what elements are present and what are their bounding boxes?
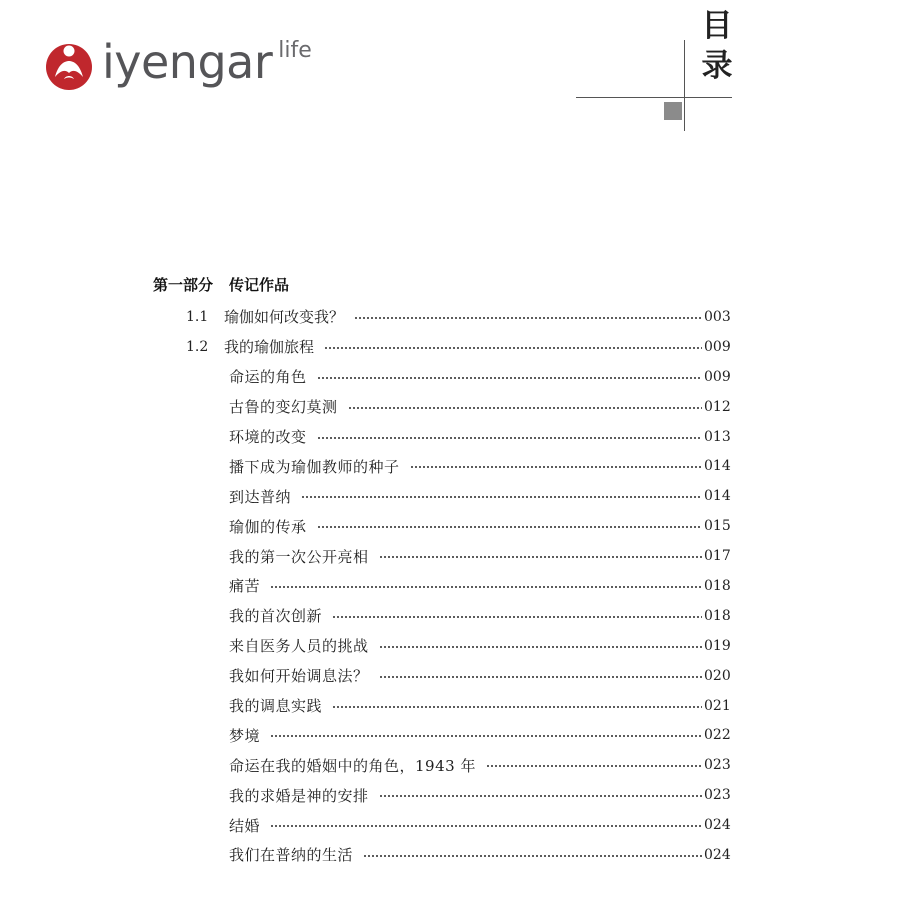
toc-entry[interactable] xyxy=(0,422,900,452)
toc-entry-page-number: 003 xyxy=(704,308,731,325)
toc-entry-title: 到达普纳 xyxy=(229,486,299,507)
corner-square xyxy=(664,102,682,120)
toc-heading-char-1: 目 xyxy=(701,8,733,44)
toc-entry-page-number: 014 xyxy=(704,488,731,505)
toc-entry[interactable] xyxy=(0,810,900,840)
toc-dot-leader xyxy=(270,586,702,588)
toc-entry-page-number: 009 xyxy=(704,338,731,355)
toc-dot-leader xyxy=(317,377,702,379)
toc-entry[interactable] xyxy=(0,780,900,810)
toc-entry[interactable] xyxy=(0,541,900,571)
toc-dot-leader xyxy=(301,496,702,498)
toc-dot-leader xyxy=(317,437,702,439)
toc-dot-leader xyxy=(324,347,702,349)
toc-entry-page-number: 020 xyxy=(704,667,731,684)
toc-entry-title: 来自医务人员的挑战 xyxy=(229,635,377,656)
toc-entry-page-number: 023 xyxy=(704,787,731,804)
toc-dot-leader xyxy=(379,795,702,797)
toc-dot-leader xyxy=(332,706,702,708)
part-subtitle: 传记作品 xyxy=(229,276,290,294)
toc-dot-leader xyxy=(379,676,702,678)
toc-entry[interactable] xyxy=(0,720,900,750)
toc-entry[interactable] xyxy=(0,362,900,392)
toc-entry-page-number: 019 xyxy=(704,637,731,654)
toc-entry-page-number: 017 xyxy=(704,548,731,565)
toc-entry-page-number: 015 xyxy=(704,518,731,535)
toc-entry-page-number: 021 xyxy=(704,697,731,714)
toc-entry-title: 我的首次创新 xyxy=(229,605,330,626)
toc-dot-leader xyxy=(486,765,702,767)
toc-entry-page-number: 024 xyxy=(704,846,731,863)
toc-heading xyxy=(697,6,737,86)
toc-entry-title: 环境的改变 xyxy=(229,426,315,447)
toc-dot-leader xyxy=(354,317,702,319)
toc-entry[interactable] xyxy=(0,451,900,481)
toc-entry[interactable] xyxy=(0,750,900,780)
toc-entry-title: 我的第一次公开亮相 xyxy=(229,546,377,567)
logo-subtitle: life xyxy=(278,37,312,63)
toc-list xyxy=(0,302,900,870)
logo-icon xyxy=(44,37,94,91)
toc-entry[interactable] xyxy=(0,392,900,422)
toc-entry-title: 我们在普纳的生活 xyxy=(229,844,361,865)
toc-entry-title: 我的调息实践 xyxy=(229,695,330,716)
toc-entry-page-number: 014 xyxy=(704,458,731,475)
toc-entry[interactable] xyxy=(0,661,900,691)
part-title xyxy=(153,274,289,295)
toc-entry[interactable] xyxy=(0,631,900,661)
toc-entry[interactable] xyxy=(0,481,900,511)
toc-entry-title: 我如何开始调息法？ xyxy=(229,665,377,686)
toc-entry[interactable] xyxy=(0,840,900,870)
part-number: 第一部分 xyxy=(153,276,214,294)
toc-entry-title: 命运的角色 xyxy=(229,366,315,387)
toc-entry-title: 瑜伽的传承 xyxy=(229,516,315,537)
toc-dot-leader xyxy=(317,526,702,528)
toc-entry-page-number: 022 xyxy=(704,727,731,744)
toc-dot-leader xyxy=(379,556,702,558)
toc-dot-leader xyxy=(379,646,702,648)
toc-heading-char-2: 录 xyxy=(701,48,733,84)
toc-entry-title: 瑜伽如何改变我？ xyxy=(224,306,352,327)
toc-entry-page-number: 009 xyxy=(704,368,731,385)
toc-entry-title: 我的瑜伽旅程 xyxy=(224,336,322,357)
toc-dot-leader xyxy=(363,855,702,857)
toc-entry-number: 1.1 xyxy=(186,308,209,325)
toc-dot-leader xyxy=(348,407,702,409)
toc-entry-title: 播下成为瑜伽教师的种子 xyxy=(229,456,408,477)
logo-wordmark: iyengar xyxy=(102,35,273,89)
toc-entry[interactable] xyxy=(0,571,900,601)
toc-dot-leader xyxy=(332,616,702,618)
toc-entry-title: 命运在我的婚姻中的角色，1943 年 xyxy=(229,755,484,776)
toc-entry-page-number: 024 xyxy=(704,817,731,834)
toc-entry-title: 痛苦 xyxy=(229,575,268,596)
toc-entry-page-number: 018 xyxy=(704,577,731,594)
corner-horizontal-rule xyxy=(576,97,732,98)
toc-entry-title: 我的求婚是神的安排 xyxy=(229,785,377,806)
toc-dot-leader xyxy=(270,825,702,827)
toc-entry[interactable] xyxy=(0,302,900,332)
toc-entry-page-number: 018 xyxy=(704,607,731,624)
toc-entry-title: 梦境 xyxy=(229,725,268,746)
toc-entry[interactable] xyxy=(0,691,900,721)
toc-dot-leader xyxy=(410,466,702,468)
toc-entry[interactable] xyxy=(0,511,900,541)
toc-entry[interactable] xyxy=(0,601,900,631)
toc-entry-page-number: 023 xyxy=(704,757,731,774)
toc-dot-leader xyxy=(270,735,702,737)
toc-entry[interactable] xyxy=(0,332,900,362)
toc-entry-page-number: 013 xyxy=(704,428,731,445)
corner-vertical-rule xyxy=(684,40,685,131)
brand-logo xyxy=(44,34,312,94)
toc-entry-page-number: 012 xyxy=(704,398,731,415)
toc-entry-title: 古鲁的变幻莫测 xyxy=(229,396,346,417)
toc-entry-title: 结婚 xyxy=(229,815,268,836)
toc-entry-number: 1.2 xyxy=(186,338,209,355)
